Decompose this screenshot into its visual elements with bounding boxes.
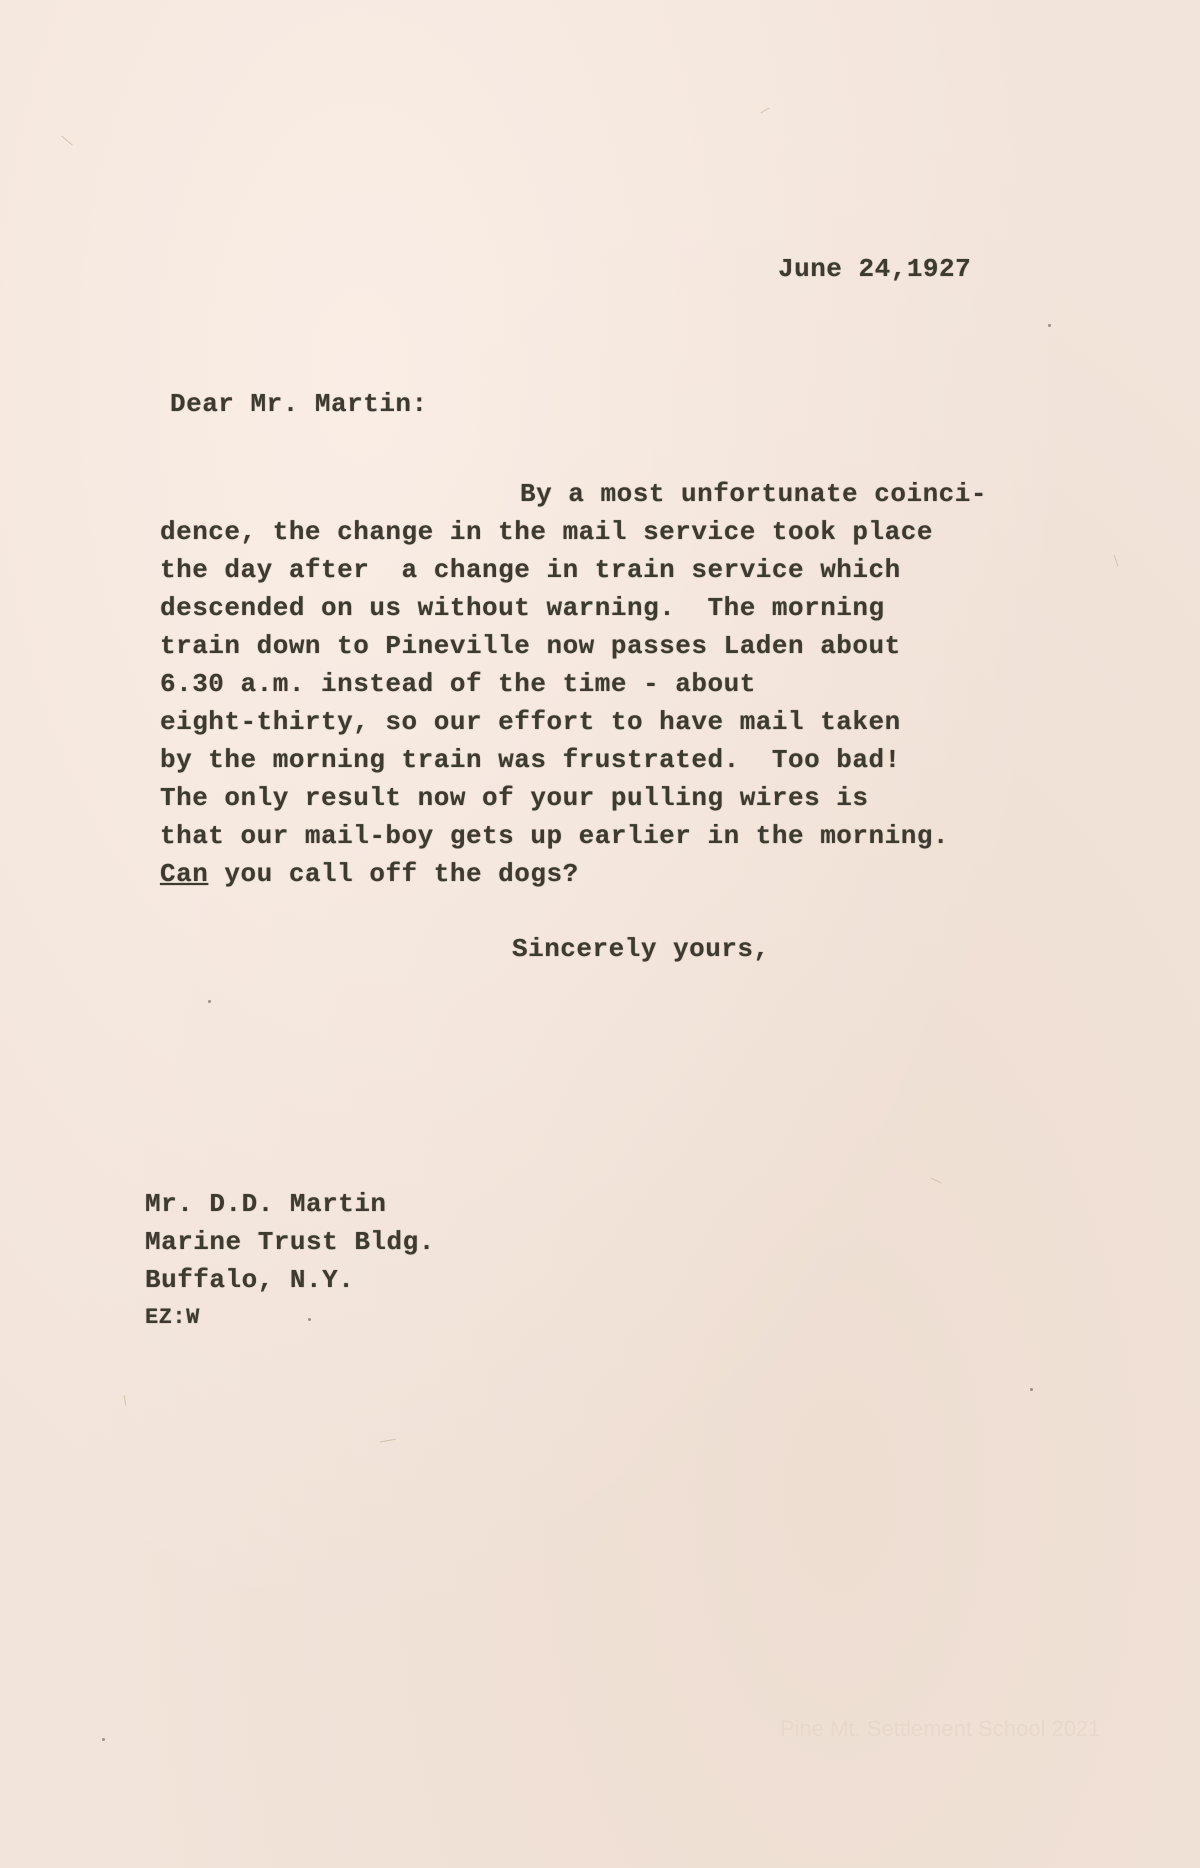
watermark: Pine Mt. Settlement School 2021 [780, 1716, 1101, 1741]
address-line-2: Marine Trust Bldg. [145, 1227, 435, 1257]
body-line-7: eight-thirty, so our effort to have mail taken [160, 707, 901, 737]
closing: Sincerely yours, [512, 934, 770, 964]
paper-speck [208, 1000, 211, 1003]
body-line-3: the day after a change in train service which [160, 555, 901, 585]
body-line-2: dence, the change in the mail service took place [160, 517, 933, 547]
body-line-6-text: 6.30 a.m. instead of the time [160, 669, 644, 699]
paper-fiber [930, 1178, 941, 1184]
address-line-1: Mr. D.D. Martin [145, 1189, 387, 1219]
body-line-6 [160, 665, 756, 703]
paper-speck [102, 1738, 105, 1741]
body-line-5: train down to Pineville now passes Laden about [160, 631, 901, 661]
body-line-9: The only result now of your pulling wires is [160, 783, 869, 813]
body-line-6-tail: - about [643, 669, 756, 699]
letter-date: June 24,1927 [778, 254, 972, 284]
body-line-8: by the morning train was frustrated. Too bad! [160, 745, 901, 775]
paper-speck [1048, 324, 1051, 327]
address-line-3: Buffalo, N.Y. [145, 1265, 355, 1295]
paper-fiber [760, 108, 769, 114]
paper-fiber [61, 136, 72, 146]
underlined-word: Can [160, 859, 209, 889]
body-line-4: descended on us without warning. The morning [160, 593, 885, 623]
paper-speck [308, 1318, 311, 1321]
body-line-11-text: you call off the dogs? [224, 859, 579, 889]
body-line-10: that our mail-boy gets up earlier in the morning. [160, 821, 950, 851]
body-line-11 [160, 855, 579, 893]
paper-fiber [380, 1439, 396, 1443]
paper-fiber [124, 1395, 127, 1405]
body-line-1: By a most unfortunate coinci- [520, 479, 987, 509]
paper-speck [1030, 1388, 1033, 1391]
paper-fiber [1113, 555, 1118, 567]
salutation: Dear Mr. Martin: [170, 389, 428, 419]
address-line-4: EZ:W [145, 1305, 200, 1330]
